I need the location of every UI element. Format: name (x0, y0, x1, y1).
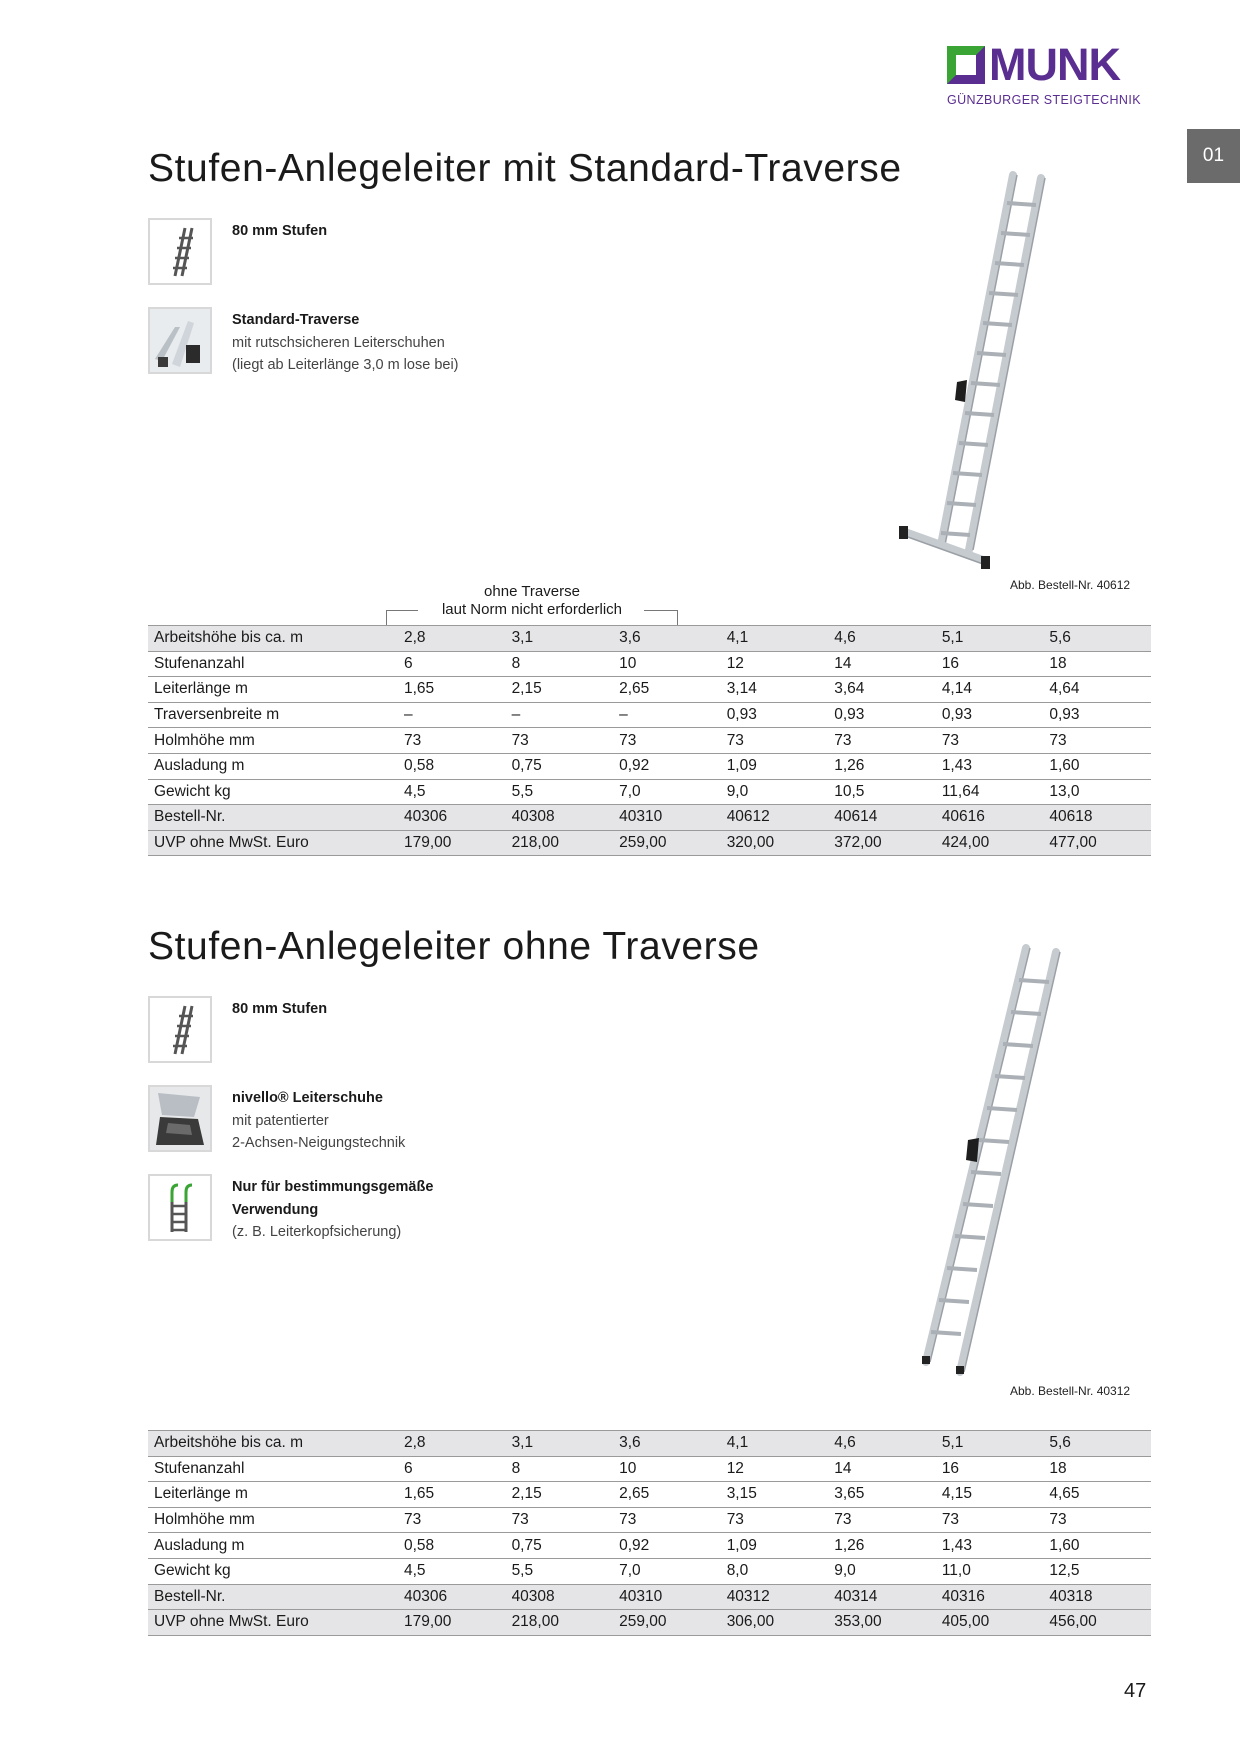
table-cell: 0,93 (1043, 702, 1151, 728)
table-cell: 5,1 (936, 626, 1044, 652)
table-cell: 40310 (613, 805, 721, 831)
table-row (148, 779, 1151, 805)
table-cell: 477,00 (1043, 830, 1151, 856)
table-cell: 7,0 (613, 779, 721, 805)
table-cell: – (506, 702, 614, 728)
feature-nivello-leiterschuhe (148, 1085, 405, 1155)
feature-standard-traverse (148, 307, 459, 377)
table-cell: 7,0 (613, 1558, 721, 1584)
table-cell: 5,5 (506, 779, 614, 805)
table-cell: 4,6 (828, 626, 936, 652)
table-cell: 40616 (936, 805, 1044, 831)
feature-80mm-stufen (148, 996, 327, 1063)
ohne-traverse-note (386, 583, 678, 619)
table-row (148, 1558, 1151, 1584)
feature-text: 2-Achsen-Neigungstechnik (232, 1135, 406, 1151)
table-cell: 424,00 (936, 830, 1044, 856)
feature-title: 80 mm Stufen (232, 1001, 328, 1017)
table-cell: 73 (721, 1507, 829, 1533)
table-cell: 12 (721, 1456, 829, 1482)
logo-wordmark: MUNK (989, 39, 1120, 90)
step-ladder-icon (148, 218, 212, 285)
table-cell: 40310 (613, 1584, 721, 1610)
table-cell: 14 (828, 1456, 936, 1482)
table-cell: 10,5 (828, 779, 936, 805)
table-cell: 16 (936, 651, 1044, 677)
table-cell: 40618 (1043, 805, 1151, 831)
traverse-photo-icon (148, 307, 212, 374)
table-cell: 4,5 (398, 779, 506, 805)
table-cell: 0,58 (398, 1533, 506, 1559)
table-cell: 1,65 (398, 677, 506, 703)
table-cell: 259,00 (613, 1610, 721, 1636)
table-cell: 5,6 (1043, 626, 1151, 652)
table-cell: 10 (613, 651, 721, 677)
row-label: Leiterlänge m (148, 1482, 398, 1508)
table-cell: 73 (1043, 1507, 1151, 1533)
table-cell: 8 (506, 651, 614, 677)
table-cell: 0,92 (613, 1533, 721, 1559)
table-row (148, 1456, 1151, 1482)
table-row (148, 805, 1151, 831)
munk-logo (947, 39, 1152, 107)
table-cell: 4,6 (828, 1431, 936, 1457)
row-label: Holmhöhe mm (148, 1507, 398, 1533)
table-cell: 73 (936, 728, 1044, 754)
table-cell: 6 (398, 1456, 506, 1482)
table-cell: 40316 (936, 1584, 1044, 1610)
note-line: ohne Traverse (484, 583, 580, 600)
table-cell: 4,64 (1043, 677, 1151, 703)
table-cell: 40306 (398, 1584, 506, 1610)
table-row (148, 677, 1151, 703)
table-cell: 3,6 (613, 626, 721, 652)
table-cell: 40306 (398, 805, 506, 831)
table-cell: 10 (613, 1456, 721, 1482)
table-cell: 73 (398, 1507, 506, 1533)
table-cell: 0,58 (398, 753, 506, 779)
feature-title: Standard-Traverse (232, 312, 360, 328)
table-cell: 73 (613, 728, 721, 754)
table-cell: 1,60 (1043, 753, 1151, 779)
image-caption: Abb. Bestell-Nr. 40612 (1010, 578, 1131, 592)
table-cell: – (613, 702, 721, 728)
table-cell: 5,5 (506, 1558, 614, 1584)
note-line: laut Norm nicht erforderlich (441, 601, 623, 618)
table-row (148, 1482, 1151, 1508)
table-cell: 40308 (506, 1584, 614, 1610)
table-cell: 372,00 (828, 830, 936, 856)
feature-80mm-stufen (148, 218, 327, 285)
table-cell: – (398, 702, 506, 728)
table-cell: 13,0 (1043, 779, 1151, 805)
table-cell: 179,00 (398, 1610, 506, 1636)
ladder-without-traverse-image (910, 942, 1070, 1382)
table-cell: 4,1 (721, 626, 829, 652)
table-cell: 1,26 (828, 753, 936, 779)
row-label: Bestell-Nr. (148, 805, 398, 831)
ladder-hook-icon (148, 1174, 212, 1241)
table-row (148, 1610, 1151, 1636)
section1-title: Stufen-Anlegeleiter mit Standard-Traverse (148, 147, 902, 190)
table-cell: 1,26 (828, 1533, 936, 1559)
table-cell: 3,1 (506, 1431, 614, 1457)
table-cell: 456,00 (1043, 1610, 1151, 1636)
chapter-tab: 01 (1187, 129, 1240, 183)
table-row (148, 702, 1151, 728)
table-cell: 306,00 (721, 1610, 829, 1636)
logo-subtitle: GÜNZBURGER STEIGTECHNIK (947, 93, 1141, 107)
table-cell: 73 (1043, 728, 1151, 754)
row-label: Bestell-Nr. (148, 1584, 398, 1610)
table-cell: 73 (828, 1507, 936, 1533)
table-row (148, 728, 1151, 754)
row-label: Arbeitshöhe bis ca. m (148, 626, 398, 652)
table-cell: 0,92 (613, 753, 721, 779)
row-label: Gewicht kg (148, 779, 398, 805)
table-row (148, 1507, 1151, 1533)
table-cell: 2,8 (398, 626, 506, 652)
table-cell: 1,65 (398, 1482, 506, 1508)
table-row (148, 626, 1151, 652)
table-row (148, 1431, 1151, 1457)
table-cell: 73 (721, 728, 829, 754)
row-label: Ausladung m (148, 753, 398, 779)
row-label: Holmhöhe mm (148, 728, 398, 754)
table-row (148, 830, 1151, 856)
table-cell: 16 (936, 1456, 1044, 1482)
table-cell: 3,1 (506, 626, 614, 652)
table-cell: 179,00 (398, 830, 506, 856)
spec-table-without-traverse (148, 1430, 1151, 1636)
feature-text: mit patentierter (232, 1112, 329, 1129)
table-cell: 2,8 (398, 1431, 506, 1457)
table-cell: 218,00 (506, 830, 614, 856)
table-cell: 40308 (506, 805, 614, 831)
table-cell: 73 (506, 728, 614, 754)
table-cell: 73 (613, 1507, 721, 1533)
table-row (148, 753, 1151, 779)
table-cell: 2,65 (613, 1482, 721, 1508)
table-cell: 18 (1043, 1456, 1151, 1482)
table-cell: 259,00 (613, 830, 721, 856)
page-number: 47 (1124, 1680, 1147, 1702)
feature-text: mit rutschsicheren Leiterschuhen (232, 334, 445, 351)
table-cell: 8 (506, 1456, 614, 1482)
row-label: Arbeitshöhe bis ca. m (148, 1431, 398, 1457)
step-ladder-icon (148, 996, 212, 1063)
table-cell: 0,75 (506, 753, 614, 779)
table-cell: 2,15 (506, 1482, 614, 1508)
feature-title: Verwendung (232, 1201, 319, 1218)
table-cell: 2,15 (506, 677, 614, 703)
section2-title: Stufen-Anlegeleiter ohne Traverse (148, 925, 760, 968)
table-cell: 12 (721, 651, 829, 677)
spec-table-with-traverse (148, 625, 1151, 856)
feature-title: Nur für bestimmungsgemäße (232, 1179, 434, 1195)
table-cell: 1,43 (936, 753, 1044, 779)
row-label: Gewicht kg (148, 1558, 398, 1584)
table-cell: 1,43 (936, 1533, 1044, 1559)
row-label: UVP ohne MwSt. Euro (148, 1610, 398, 1636)
table-cell: 8,0 (721, 1558, 829, 1584)
ladder-with-traverse-image (895, 170, 1055, 580)
table-cell: 1,60 (1043, 1533, 1151, 1559)
table-cell: 2,65 (613, 677, 721, 703)
table-cell: 0,93 (721, 702, 829, 728)
feature-text: (liegt ab Leiterlänge 3,0 m lose bei) (232, 357, 459, 373)
table-row (148, 1584, 1151, 1610)
table-cell: 4,1 (721, 1431, 829, 1457)
table-cell: 4,65 (1043, 1482, 1151, 1508)
feature-title: nivello® Leiterschuhe (232, 1090, 383, 1106)
table-cell: 73 (828, 728, 936, 754)
table-cell: 4,14 (936, 677, 1044, 703)
table-row (148, 651, 1151, 677)
table-cell: 3,6 (613, 1431, 721, 1457)
table-cell: 73 (506, 1507, 614, 1533)
table-cell: 73 (936, 1507, 1044, 1533)
table-cell: 218,00 (506, 1610, 614, 1636)
nivello-foot-photo-icon (148, 1085, 212, 1152)
table-cell: 40318 (1043, 1584, 1151, 1610)
row-label: Stufenanzahl (148, 651, 398, 677)
row-label: Ausladung m (148, 1533, 398, 1559)
row-label: UVP ohne MwSt. Euro (148, 830, 398, 856)
table-cell: 4,15 (936, 1482, 1044, 1508)
table-cell: 12,5 (1043, 1558, 1151, 1584)
table-cell: 9,0 (721, 779, 829, 805)
table-row (148, 1533, 1151, 1559)
table-cell: 11,0 (936, 1558, 1044, 1584)
table-cell: 73 (398, 728, 506, 754)
table-cell: 40312 (721, 1584, 829, 1610)
table-cell: 405,00 (936, 1610, 1044, 1636)
table-cell: 6 (398, 651, 506, 677)
table-cell: 5,1 (936, 1431, 1044, 1457)
table-cell: 0,93 (936, 702, 1044, 728)
table-cell: 3,15 (721, 1482, 829, 1508)
table-cell: 3,14 (721, 677, 829, 703)
table-cell: 353,00 (828, 1610, 936, 1636)
image-caption: Abb. Bestell-Nr. 40312 (1010, 1384, 1131, 1398)
table-cell: 320,00 (721, 830, 829, 856)
table-cell: 5,6 (1043, 1431, 1151, 1457)
table-cell: 40612 (721, 805, 829, 831)
row-label: Traversenbreite m (148, 702, 398, 728)
table-cell: 0,75 (506, 1533, 614, 1559)
row-label: Stufenanzahl (148, 1456, 398, 1482)
feature-bestimmungsgemaess (148, 1174, 433, 1244)
table-cell: 11,64 (936, 779, 1044, 805)
munk-logo-mark-icon (947, 46, 985, 84)
feature-text: (z. B. Leiterkopfsicherung) (232, 1224, 402, 1240)
table-cell: 1,09 (721, 1533, 829, 1559)
table-cell: 14 (828, 651, 936, 677)
table-cell: 0,93 (828, 702, 936, 728)
table-cell: 9,0 (828, 1558, 936, 1584)
table-cell: 1,09 (721, 753, 829, 779)
table-cell: 4,5 (398, 1558, 506, 1584)
table-cell: 3,64 (828, 677, 936, 703)
table-cell: 40614 (828, 805, 936, 831)
table-cell: 18 (1043, 651, 1151, 677)
row-label: Leiterlänge m (148, 677, 398, 703)
table-cell: 3,65 (828, 1482, 936, 1508)
feature-title: 80 mm Stufen (232, 223, 328, 239)
table-cell: 40314 (828, 1584, 936, 1610)
